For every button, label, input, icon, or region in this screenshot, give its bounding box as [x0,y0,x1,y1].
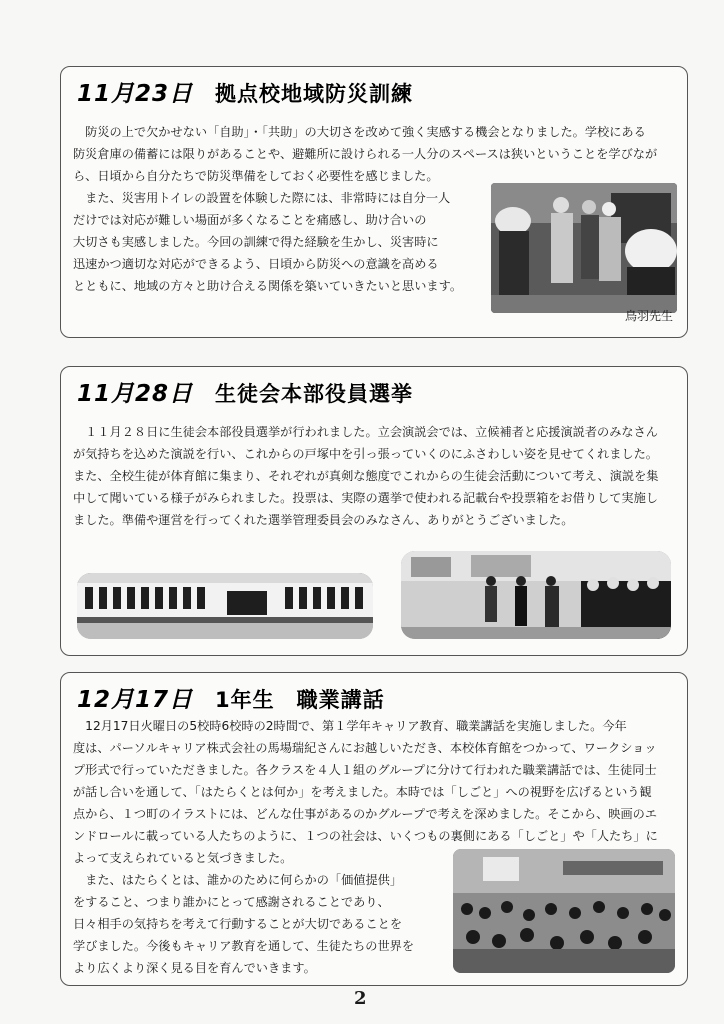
section-date: 11月23日 [77,81,194,107]
section-student-council-election [60,366,688,656]
text-line: 防災倉庫の備蓄には限りがあることや、避難所に設けられる一人分のスペースは狭いということを学びなが [73,147,658,161]
section-paragraph [73,187,493,297]
text-line: とともに、地域の方々と助け合える関係を築いていきたいと思います。 [73,279,463,293]
section-paragraph [73,421,679,531]
section-heading: 拠点校地域防災訓練 [215,82,414,106]
section-paragraph [73,715,679,869]
text-line: 迅速かつ適切な対応ができるよう、日頃から防災への意識を高める [73,257,439,271]
text-line: 日々相手の気持ちを考えて行動することが大切であることを [73,917,403,931]
photo-voting [401,551,671,639]
text-line: ました。準備や運営を行ってくれた選挙管理委員会のみなさん、ありがとうございました。 [73,513,574,527]
page-number: 2 [354,988,367,1009]
text-line: ら、日頃から自分たちで防災準備をしておく必要性を感じました。 [73,169,439,183]
text-line: 度は、パーソルキャリア株式会社の馬場瑞紀さんにお越しいただき、本校体育館をつかって、ワークショッ [73,741,657,755]
section-heading: 生徒会本部役員選挙 [215,382,414,406]
section-date: 12月17日 [77,687,194,713]
text-line: また、全校生徒が体育館に集まり、それぞれが真剣な態度でこれからの生徒会活動について考え、演説を集 [73,469,659,483]
text-line: よって支えられていると気づきました。 [73,851,293,865]
text-line: 学びました。今後もキャリア教育を通して、生徒たちの世界を [73,939,415,953]
text-line: が話し合いを通して、「はたらくとは何か」を考えました。本時では「しごと」への視野を広げるという観 [73,785,652,799]
section-grade: 1年生 [215,688,275,712]
section-title [77,681,385,714]
section-title [77,75,413,108]
section-heading: 職業講話 [296,688,385,712]
text-line: 中して聞いている様子がみられました。投票は、実際の選挙で使われる記載台や投票箱をお借りして実施し [73,491,658,505]
text-line: 防災の上で欠かせない「自助」・「共助」の大切さを改めて強く実感する機会となりました。学校にある [73,125,646,139]
text-line: また、はたらくとは、誰かのために何らかの「価値提供」 [73,873,403,887]
text-line: 12月17日火曜日の5校時6校時の2時間で、第１学年キャリア教育、職業講話を実施しました。今年 [73,719,627,733]
photo-gym-workshop [453,849,675,973]
text-line: が気持ちを込めた演説を行い、これからの戸塚中を引っ張っていくのにふさわしい姿を見せてくれました。 [73,447,658,461]
section-paragraph [73,121,679,187]
text-line: 点から、１つ町のイラストには、どんな仕事があるのかグループで考えを深めました。そこから、映画のエ [73,807,658,821]
section-career-lecture [60,672,688,986]
photo-candidates-on-stage [77,573,373,639]
text-line: 大切さも実感しました。今回の訓練で得た経験を生かし、災害時に [73,235,439,249]
text-line: ンドロールに載っている人たちのように、１つの社会は、いくつもの裏側にある「しごと」や「人たち」に [73,829,658,843]
section-title [77,375,413,408]
text-line: だけでは対応が難しい場面が多くなることを痛感し、助け合いの [73,213,427,227]
text-line: より広くより深く見る目を育んでいきます。 [73,961,316,975]
section-paragraph [73,869,449,979]
section-date: 11月28日 [77,381,194,407]
text-line: また、災害用トイレの設置を体験した際には、非常時には自分一人 [73,191,451,205]
text-line: プ形式で行っていただきました。各クラスを４人１組のグループに分けて行われた職業講話では、生徒同士 [73,763,657,777]
author-signature: 鳥羽先生 [624,309,673,323]
text-line: １１月２８日に生徒会本部役員選挙が行われました。立会演説会では、立候補者と応援演説者のみなさん [73,425,658,439]
photo-drill-participants [491,183,677,313]
text-line: をすること、つまり誰かにとって感謝されることであり、 [73,895,390,909]
section-disaster-drill [60,66,688,338]
